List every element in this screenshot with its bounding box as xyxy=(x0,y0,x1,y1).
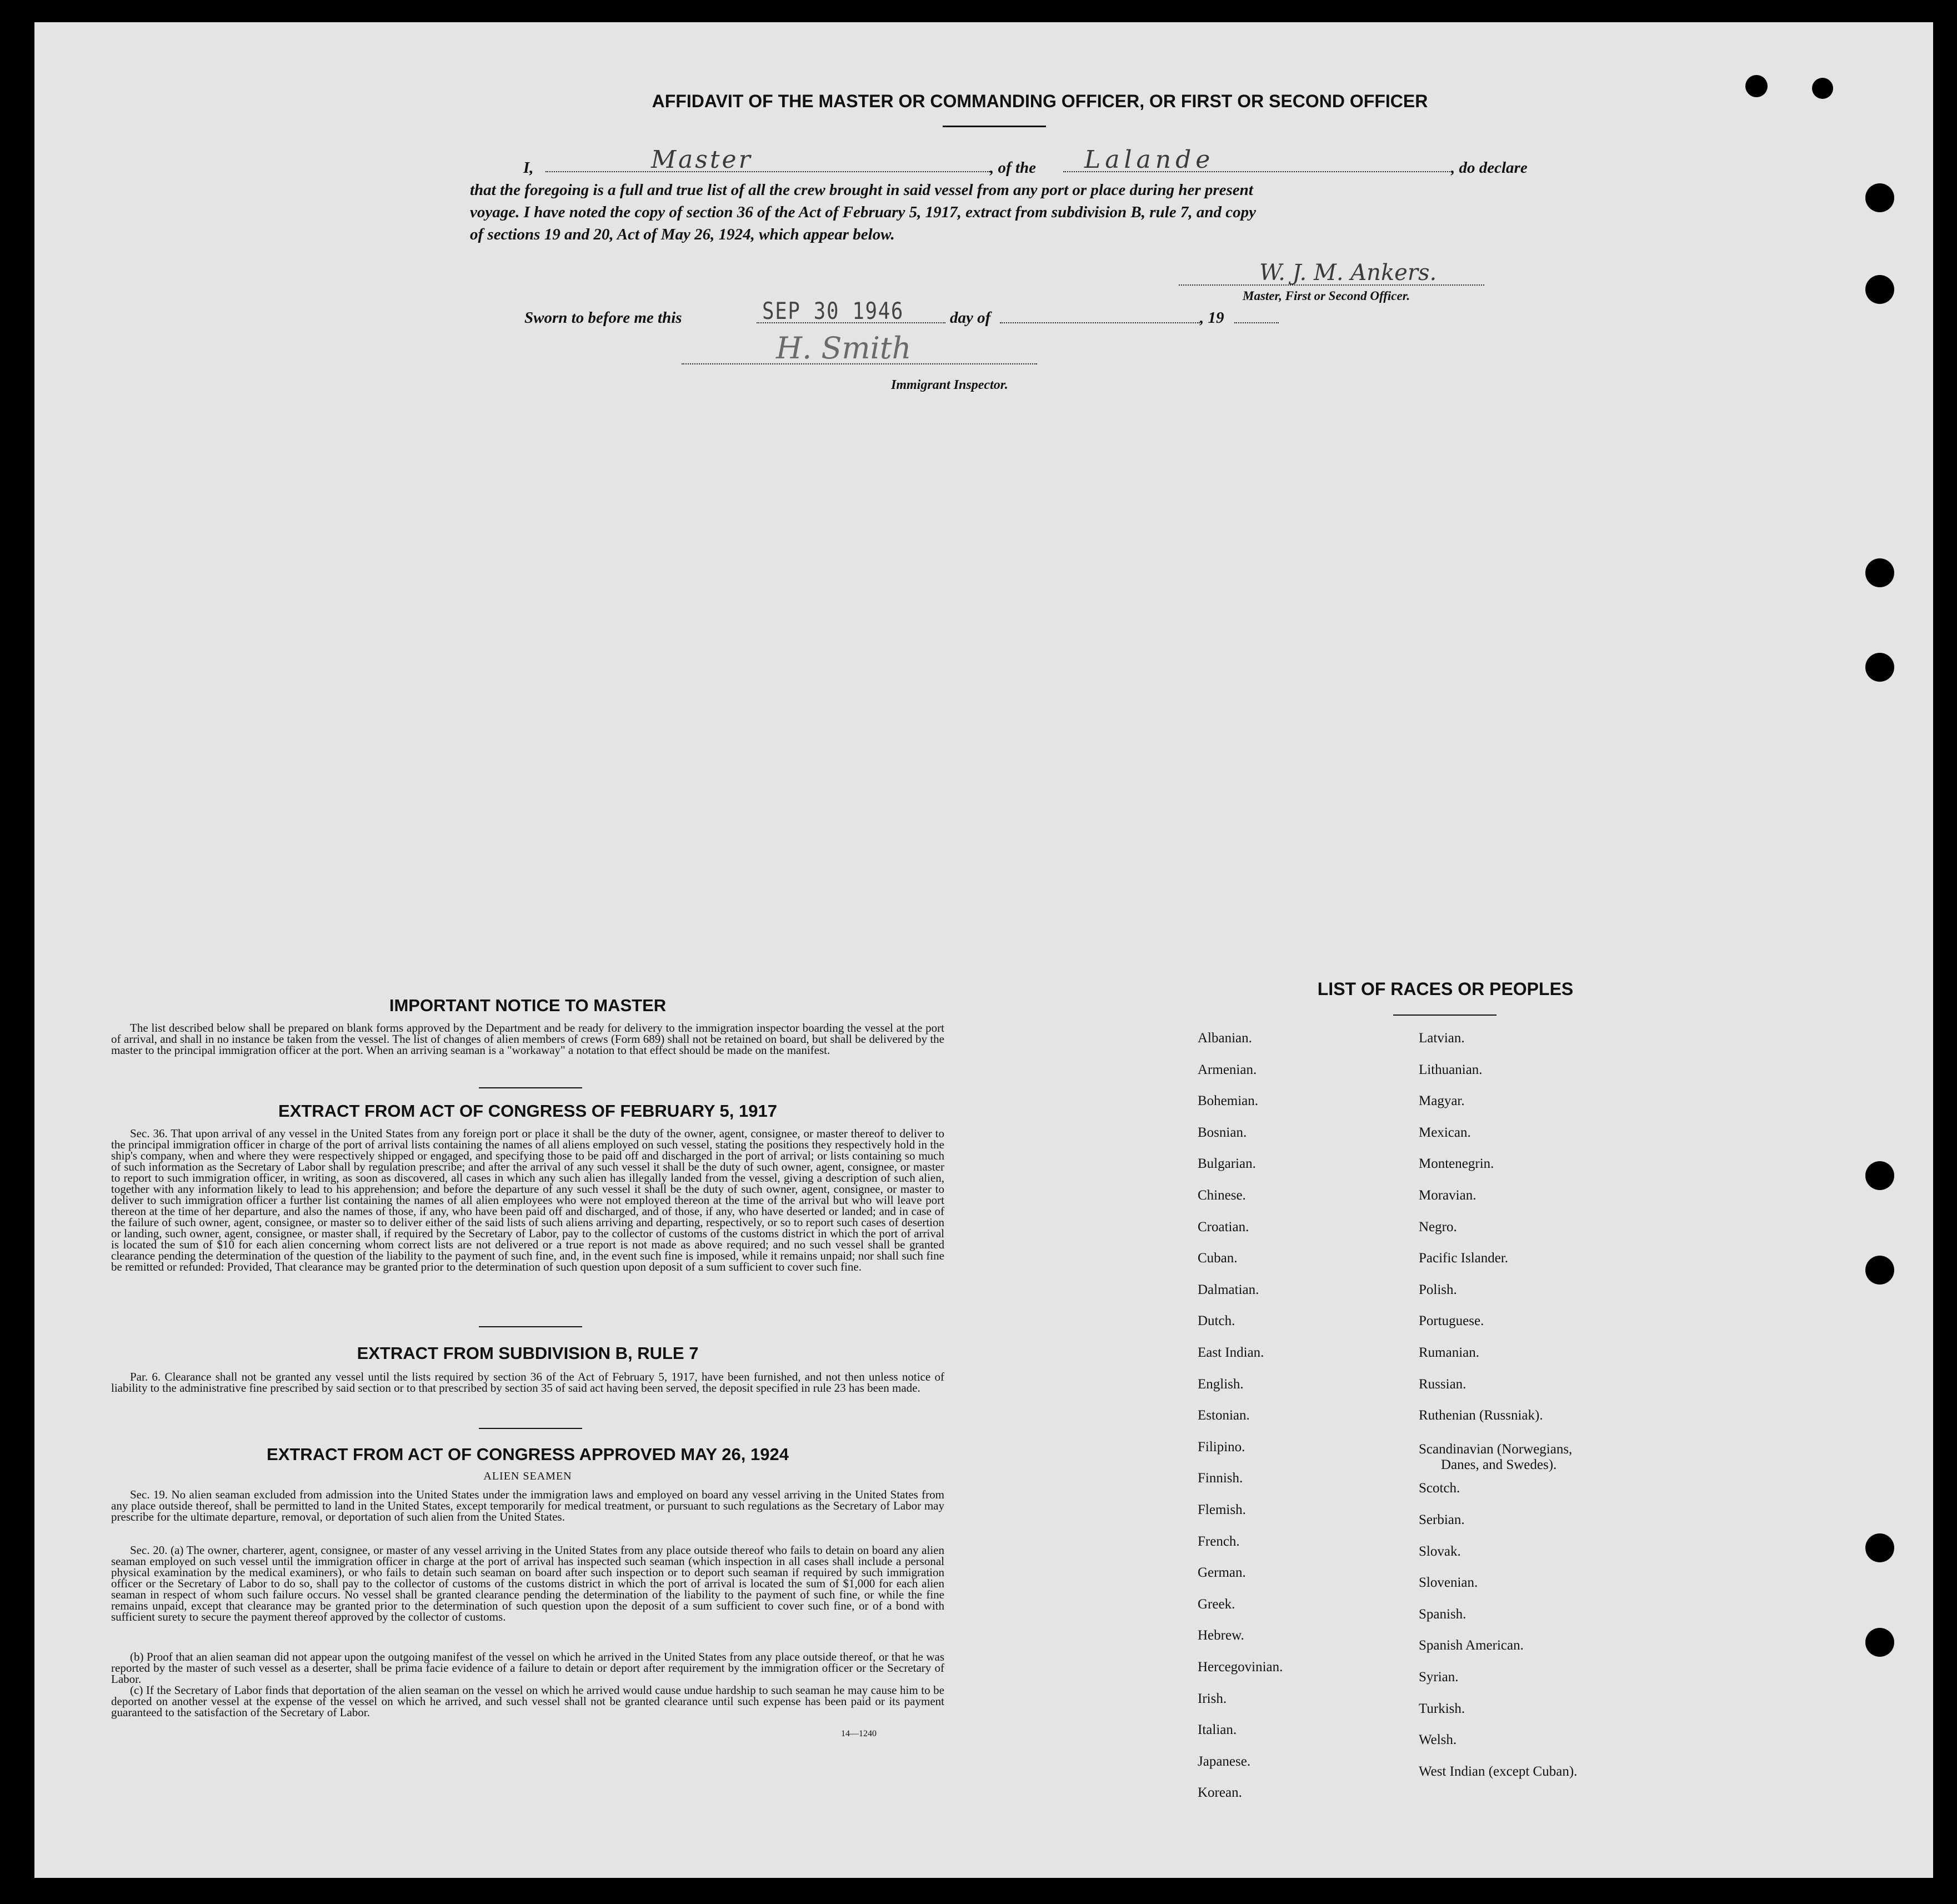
race-item: Bohemian. xyxy=(1198,1093,1259,1109)
vessel-handwritten: Lalande xyxy=(1084,146,1215,174)
race-item: Italian. xyxy=(1198,1722,1237,1738)
race-item: Croatian. xyxy=(1198,1219,1249,1235)
manifest-page xyxy=(34,22,1933,1878)
race-item: French. xyxy=(1198,1533,1240,1549)
race-item: Serbian. xyxy=(1419,1512,1465,1527)
of-the-label: , of the xyxy=(990,159,1036,177)
race-item: Welsh. xyxy=(1419,1732,1457,1748)
date-stamp: SEP 30 1946 xyxy=(762,297,904,324)
race-item: Flemish. xyxy=(1198,1502,1246,1517)
race-item: Armenian. xyxy=(1198,1062,1257,1077)
race-item: Cuban. xyxy=(1198,1251,1238,1266)
inspector-signature: H. Smith xyxy=(776,331,912,366)
inspector-caption: Immigrant Inspector. xyxy=(891,378,1008,392)
subdivision-b-body: Par. 6. Clearance shall not be granted any vessel until the lists required by section 36 of the Act of February 5, 1917, have been furnished, and not then unless notice of liability to the administrative fine prescribed by said section or to that prescribed by section 35 of said act having been served, the deposit specified in rule 23 has been made. xyxy=(111,1370,944,1395)
race-item: Chinese. xyxy=(1198,1188,1246,1203)
race-item: Magyar. xyxy=(1419,1093,1465,1109)
race-item: Estonian. xyxy=(1198,1408,1250,1423)
races-title: LIST OF RACES OR PEOPLES xyxy=(1317,979,1574,999)
name-line xyxy=(545,171,990,172)
race-item: West Indian (except Cuban). xyxy=(1419,1763,1578,1779)
binder-hole xyxy=(1865,558,1894,587)
race-item: Turkish. xyxy=(1419,1701,1465,1716)
officer-signature: W. J. M. Ankers. xyxy=(1259,260,1437,286)
race-item: Greek. xyxy=(1198,1596,1235,1612)
affidavit-line-4: of sections 19 and 20, Act of May 26, 1924, which appear below. xyxy=(470,226,895,243)
binder-hole xyxy=(1865,1533,1894,1562)
signature-caption: Master, First or Second Officer. xyxy=(1243,289,1410,303)
binder-hole xyxy=(1865,1628,1894,1657)
race-item: Dutch. xyxy=(1198,1313,1235,1329)
sec-19-body: Sec. 19. No alien seaman excluded from admission into the United States under the immigration laws and employed on board any vessel arriving in the United States from any place outside thereof, shall be permitted to land in the United States, except temporarily for medical treatment, or pursuant to such regulations as the Secretary of Labor may prescribe for the ultimate departure, removal, or deportation of such alien from the United States. xyxy=(111,1488,944,1523)
race-item: Hebrew. xyxy=(1198,1628,1244,1643)
race-item: Pacific Islander. xyxy=(1419,1251,1509,1266)
affidavit-line-2: that the foregoing is a full and true list of all the crew brought in said vessel from any port or place during her present xyxy=(470,181,1253,199)
divider xyxy=(1393,1015,1496,1016)
alien-seamen-subtitle: ALIEN SEAMEN xyxy=(483,1470,572,1482)
subdivision-b-title: EXTRACT FROM SUBDIVISION B, RULE 7 xyxy=(357,1343,699,1363)
notice-body: The list described below shall be prepared on blank forms approved by the Department and be ready for delivery to the immigration inspector boarding the vessel at the port of arrival, and shall in no instance be taken from the vessel. The list of changes of alien members of crews (Form 689) shall not be retained on board, but shall be delivered by the master to the principal immigration officer at the port. When an arriving seaman is a "workaway" a notation to that effect should be made on the manifest. xyxy=(111,1021,944,1057)
race-item: Slovak. xyxy=(1419,1543,1461,1559)
extract-1917-body: Sec. 36. That upon arrival of any vessel in the United States from any foreign port or place it shall be the duty of the owner, agent, consignee, or master thereof to deliver to the principal immigration officer in charge of the port of arrival lists containing the names of all aliens employed on such vessel, stating the positions they respectively hold in the ship's company, when and where they were respectively shipped or engaged, and specifying those to be paid off and discharged in the port of arrival; or lists containing so much of such information as the Secretary of Labor shall by regulation prescribe; and after the arrival of any such vessel it shall be the duty of such owner, agent, consignee, or master to report to such immigration officer, in writing, as soon as discovered, all cases in which any such alien has illegally landed from the vessel, giving a description of such alien, together with any information likely to lead to his apprehension; and before the departure of any such vessel it shall be the duty of such owner, agent, consignee, or master to deliver to such immigration officer a further list containing the names of all alien employees who were not employed thereon at the time of the arrival but who will leave port thereon at the time of her departure, and also the names of those, if any, who have been paid off and discharged, and of those, if any, who have deserted or landed; and in case of the failure of such owner, agent, consignee, or master so to deliver either of the said lists of such aliens arriving and departing, respectively, or so to report such cases of desertion or landing, such owner, agent, consignee, or master shall, if required by the Secretary of Labor, pay to the collector of customs of the customs district in which the port of arrival is located the sum of $10 for each alien concerning whom correct lists are not delivered or a true report is not made as above required; and no such vessel shall be granted clearance pending the determination of the question of the liability to the payment of such fine, and, in the event such fine is imposed, while it remains unpaid; nor shall such fine be remitted or refunded: Provided, That clearance may be granted prior to the determination of such question upon deposit of a sum sufficient to cover such fine. xyxy=(111,1127,944,1273)
sec-20b-body: (b) Proof that an alien seaman did not appear upon the outgoing manifest of the vessel on which he arrived in the United States from any place outside thereof, or that he was reported by the master of such vessel as a deserter, shall be prima facie evidence of a failure to detain or deport after requirement by the immigration officer or the Secretary of Labor. xyxy=(111,1650,944,1686)
race-item: Lithuanian. xyxy=(1419,1062,1483,1077)
race-item: Danes, and Swedes). xyxy=(1441,1457,1557,1472)
race-item: Hercegovinian. xyxy=(1198,1660,1283,1675)
day-of-label: day of xyxy=(950,309,991,327)
race-item: East Indian. xyxy=(1198,1345,1264,1360)
race-item: Syrian. xyxy=(1419,1670,1459,1685)
do-declare-label: , do declare xyxy=(1451,159,1528,177)
race-item: Latvian. xyxy=(1419,1031,1465,1046)
race-item: Spanish. xyxy=(1419,1606,1467,1622)
race-item: Mexican. xyxy=(1419,1125,1471,1140)
binder-hole xyxy=(1865,653,1894,682)
race-item: Russian. xyxy=(1419,1376,1467,1392)
race-item: German. xyxy=(1198,1565,1246,1581)
master-handwritten: Master xyxy=(651,146,753,174)
binder-hole xyxy=(1865,275,1894,304)
divider xyxy=(479,1087,582,1088)
year-line xyxy=(1234,322,1279,323)
extract-1924-title: EXTRACT FROM ACT OF CONGRESS APPROVED MAY 26, 1924 xyxy=(267,1445,789,1464)
sworn-label: Sworn to before me this xyxy=(524,309,682,327)
race-item: Spanish American. xyxy=(1419,1638,1524,1653)
race-item: Korean. xyxy=(1198,1785,1242,1801)
race-item: English. xyxy=(1198,1376,1244,1392)
race-item: Portuguese. xyxy=(1419,1313,1484,1329)
race-item: Scandinavian (Norwegians, xyxy=(1419,1441,1573,1457)
race-item: Moravian. xyxy=(1419,1188,1476,1203)
sec-20a-body: Sec. 20. (a) The owner, charterer, agent, consignee, or master of any vessel arriving in the United States from any place outside thereof who fails to detain on board any alien seaman employed on such vessel until the immigration officer in charge at the port of arrival has inspected such seaman (which inspection in all cases shall include a personal physical examination by the medical examiners), or who fails to detain such seaman on board after such inspection or to deport such seaman if required by such immigration officer or the Secretary of Labor to do so, shall pay to the collector of customs of the customs district in which the port of arrival is located the sum of $1,000 for each alien seaman in respect of whom such failure occurs. No vessel shall be granted clearance pending the determination of the liability to the payment of such fine, or while the fine remains unpaid, except that clearance may be granted prior to the determination of such question upon the deposit of a sum sufficient to cover such fine, or of a bond with sufficient surety to secure the payment thereof approved by the collector of customs. xyxy=(111,1543,944,1623)
race-item: Dalmatian. xyxy=(1198,1282,1259,1297)
affidavit-title: AFFIDAVIT OF THE MASTER OR COMMANDING OFFICER, OR FIRST OR SECOND OFFICER xyxy=(652,91,1428,111)
divider xyxy=(943,126,1046,127)
race-item: Rumanian. xyxy=(1419,1345,1480,1360)
race-item: Filipino. xyxy=(1198,1439,1245,1455)
extract-1917-title: EXTRACT FROM ACT OF CONGRESS OF FEBRUARY 5, 1917 xyxy=(278,1101,777,1121)
sec-20c-body: (c) If the Secretary of Labor finds that deportation of the alien seaman on the vessel on which he arrived would cause undue hardship to such seaman he may cause him to be deported on another vessel at the expense of the vessel on which he arrived, and such vessel shall not be granted clearance until such expense has been paid or its payment guaranteed to the satisfaction of the Secretary of Labor. xyxy=(111,1683,944,1719)
binder-hole xyxy=(1812,78,1833,99)
race-item: Bulgarian. xyxy=(1198,1156,1256,1172)
race-item: Ruthenian (Russniak). xyxy=(1419,1408,1543,1423)
binder-hole xyxy=(1865,1161,1894,1190)
affidavit-line-3: voyage. I have noted the copy of section 36 of the Act of February 5, 1917, extract from subdivision B, rule 7, and copy xyxy=(470,203,1256,221)
year-label: , 19 xyxy=(1200,309,1224,327)
notice-title: IMPORTANT NOTICE TO MASTER xyxy=(389,996,667,1015)
race-item: Japanese. xyxy=(1198,1753,1251,1769)
binder-hole xyxy=(1865,183,1894,212)
race-item: Montenegrin. xyxy=(1419,1156,1494,1172)
race-item: Irish. xyxy=(1198,1691,1227,1706)
pronoun-label: I, xyxy=(523,159,534,177)
divider xyxy=(479,1326,582,1327)
race-item: Negro. xyxy=(1419,1219,1457,1235)
race-item: Albanian. xyxy=(1198,1031,1252,1046)
race-item: Scotch. xyxy=(1419,1481,1460,1496)
form-code: 14—1240 xyxy=(841,1729,877,1738)
race-item: Finnish. xyxy=(1198,1471,1243,1486)
race-item: Polish. xyxy=(1419,1282,1457,1297)
race-item: Slovenian. xyxy=(1419,1575,1478,1591)
month-line xyxy=(1000,322,1200,323)
binder-hole xyxy=(1865,1256,1894,1285)
binder-hole xyxy=(1745,75,1768,97)
race-item: Bosnian. xyxy=(1198,1125,1247,1140)
divider xyxy=(479,1428,582,1429)
